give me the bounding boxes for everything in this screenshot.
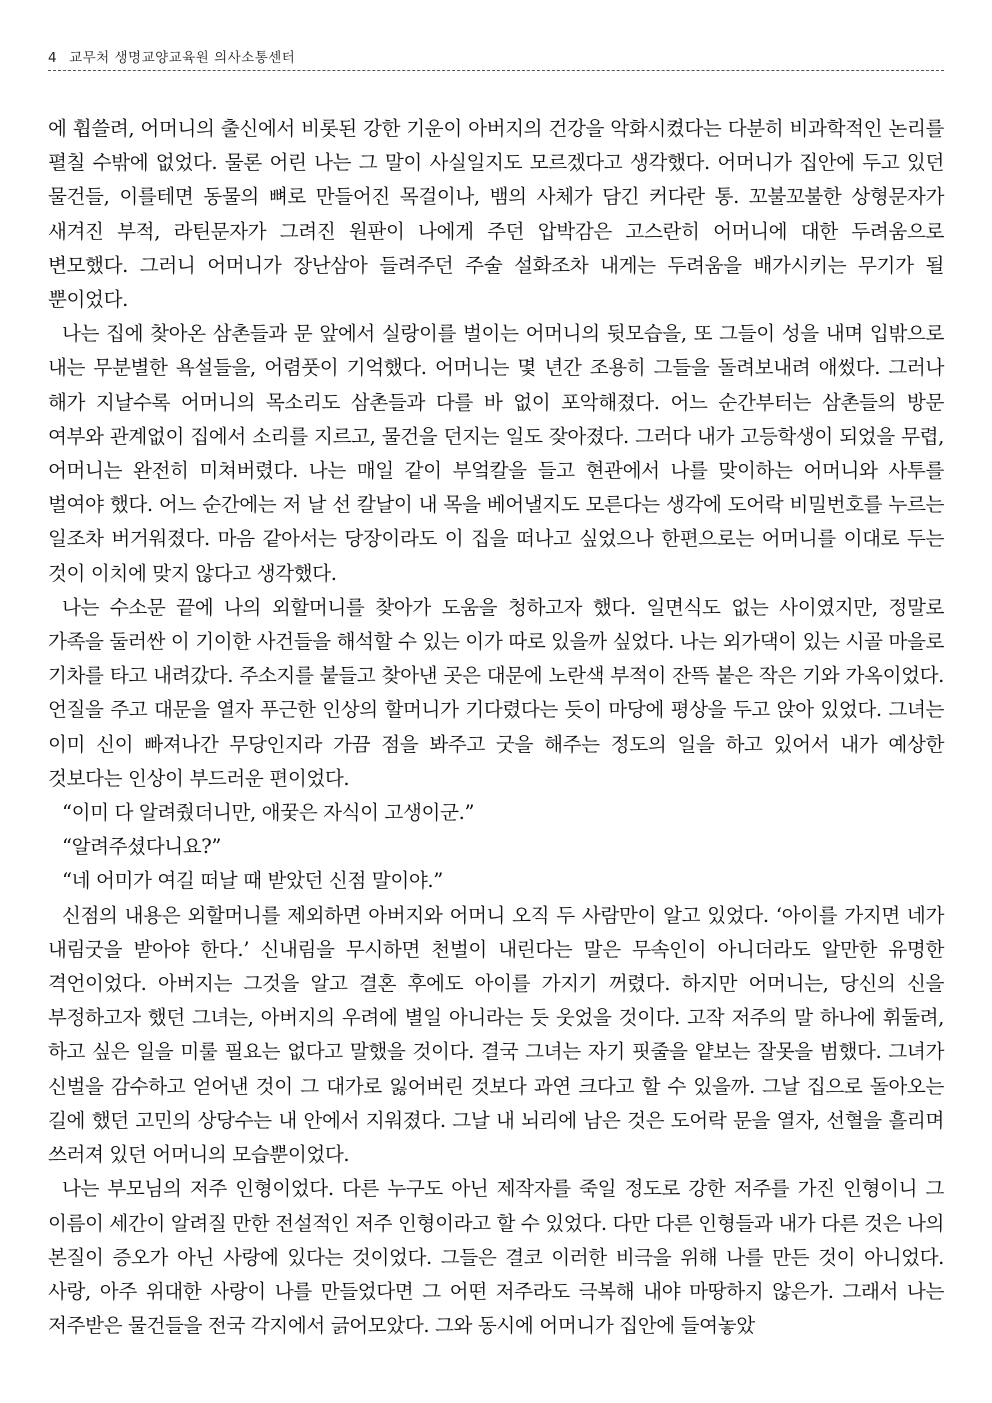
paragraph: 에 휩쓸려, 어머니의 출신에서 비롯된 강한 기운이 아버지의 건강을 악화시켰다는 다분히 비과학적인 논리를 펼칠 수밖에 없었다. 물론 어린 나는 그 말이 사실일지도 모르겠다고 생각했다. 어머니가 집안에 두고 있던 물건들, 이를테면 동물의 뼈로 만들어진 목걸이나, 뱀의 사체가 담긴 커다란 통. 꼬불꼬불한 상형문자가 새겨진 부적, 라틴문자가 그려진 원판이 나에게 주던 압박감은 고스란히 어머니에 대한 두려움으로 변모했다. 그러니 어머니가 장난삼아 들려주던 주술 설화조차 내게는 두려움을 배가시키는 무기가 될 뿐이었다. — [48, 117, 944, 312]
header-title: 교무처 생명교양교육원 의사소통센터 — [69, 50, 296, 66]
paragraph: 신점의 내용은 외할머니를 제외하면 아버지와 어머니 오직 두 사람만이 알고 있었다. ‘아이를 가지면 네가 내림굿을 받아야 한다.’ 신내림을 무시하면 천벌이 내린다는 말은 무속인이 아니더라도 알만한 유명한 격언이었다. 아버지는 그것을 알고 결혼 후에도 아이를 가지기 꺼렸다. 하지만 어머니는, 당신의 신을 부정하고자 했던 그녀는, 아버지의 우려에 별일 아니라는 듯 웃었을 것이다. 고작 저주의 말 하나에 휘둘려, 하고 싶은 일을 미룰 필요는 없다고 말했을 것이다. 결국 그녀는 자기 핏줄을 얕보는 잘못을 범했다. 그녀가 신벌을 감수하고 얻어낸 것이 그 대가로 잃어버린 것보다 과연 크다고 할 수 있을까. 그날 집으로 돌아오는 길에 했던 고민의 상당수는 내 안에서 지워졌다. 그날 내 뇌리에 남은 것은 도어락 문을 열자, 선혈을 흘리며 쓰러져 있던 어머니의 모습뿐이었다. — [48, 903, 944, 1167]
page-number: 4 — [48, 50, 58, 66]
running-header — [48, 46, 948, 66]
dialogue-line: “네 어미가 여길 떠날 때 받았던 신점 말이야.” — [62, 869, 443, 893]
dialogue-line: “이미 다 알려줬더니만, 애꿎은 자식이 고생이군.” — [62, 801, 475, 825]
paragraph: 나는 집에 찾아온 삼촌들과 문 앞에서 실랑이를 벌이는 어머니의 뒷모습을, 또 그들이 성을 내며 입밖으로 내는 무분별한 욕설들을, 어렴풋이 기억했다. 어머니는 몇 년간 조용히 그들을 돌려보내려 애썼다. 그러나 해가 지날수록 어머니의 목소리도 삼촌들과 다를 바 없이 포악해졌다. 어느 순간부터는 삼촌들의 방문 여부와 관계없이 집에서 소리를 지르고, 물건을 던지는 일도 잦아졌다. 그러다 내가 고등학생이 되었을 무렵, 어머니는 완전히 미쳐버렸다. 나는 매일 같이 부엌칼을 들고 현관에서 나를 맞이하는 어머니와 사투를 벌여야 했다. 어느 순간에는 저 날 선 칼날이 내 목을 베어낼지도 모른다는 생각에 도어락 비밀번호를 누르는 일조차 버거워졌다. 마음 같아서는 당장이라도 이 집을 떠나고 싶었으나 한편으로는 어머니를 이대로 두는 것이 이치에 맞지 않다고 생각했다. — [48, 322, 944, 585]
header-divider — [48, 70, 944, 71]
dialogue-line: “알려주셨다니요?” — [62, 835, 222, 859]
paragraph: 나는 부모님의 저주 인형이었다. 다른 누구도 아닌 제작자를 죽일 정도로 강한 저주를 가진 인형이니 그 이름이 세간이 알려질 만한 전설적인 저주 인형이라고 할 수 있었다. 다만 다른 인형들과 내가 다른 것은 나의 본질이 증오가 아닌 사랑에 있다는 것이었다. 그들은 결코 이러한 비극을 위해 나를 만든 것이 아니었다. 사랑, 아주 위대한 사랑이 나를 만들었다면 그 어떤 저주라도 극복해 내야 마땅하지 않은가. 그래서 나는 저주받은 물건들을 전국 각지에서 긁어모았다. 그와 동시에 어머니가 집안에 들여놓았 — [48, 1177, 944, 1338]
paragraph: 나는 수소문 끝에 나의 외할머니를 찾아가 도움을 청하고자 했다. 일면식도 없는 사이였지만, 정말로 가족을 둘러싼 이 기이한 사건들을 해석할 수 있는 이가 따로 있을까 싶었다. 나는 외가댁이 있는 시골 마을로 기차를 타고 내려갔다. 주소지를 붙들고 찾아낸 곳은 대문에 노란색 부적이 잔뜩 붙은 작은 기와 가옥이었다. 언질을 주고 대문을 열자 푸근한 인상의 할머니가 기다렸다는 듯이 마당에 평상을 두고 앉아 있었다. 그녀는 이미 신이 빠져나간 무당인지라 가끔 점을 봐주고 굿을 해주는 정도의 일을 하고 있어서 내가 예상한 것보다는 인상이 부드러운 편이었다. — [48, 595, 944, 790]
body-text — [48, 112, 944, 1343]
